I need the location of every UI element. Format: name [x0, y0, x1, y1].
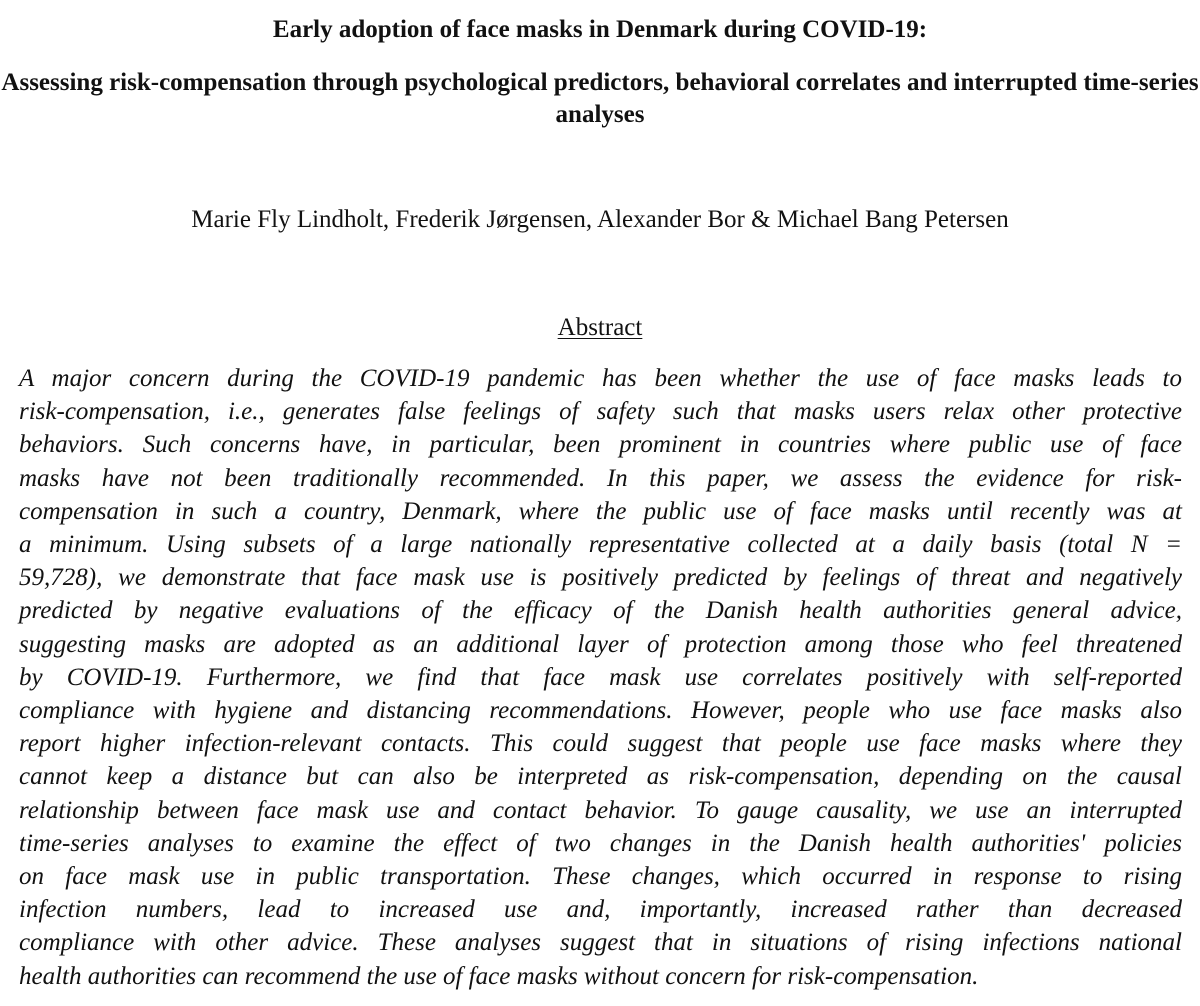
abstract-line: cannot keep a distance but can also be interpreted as risk-compensation, depending on the causal: [19, 763, 1182, 791]
author-list: Marie Fly Lindholt, Frederik Jørgensen, Alexander Bor & Michael Bang Petersen: [191, 206, 1009, 233]
abstract-line: on face mask use in public transportation. These changes, which occurred in response to rising: [19, 863, 1182, 891]
abstract-heading-text: Abstract: [557, 314, 643, 341]
abstract-line: compensation in such a country, Denmark, where the public use of face masks until recently was at: [19, 497, 1182, 525]
abstract-line: health authorities can recommend the use of face masks without concern for risk-compensation.: [19, 962, 979, 990]
abstract-line: suggesting masks are adopted as an additional layer of protection among those who feel threatened: [19, 630, 1182, 658]
paper-title-line-1: Early adoption of face masks in Denmark during COVID-19:: [272, 16, 928, 43]
abstract-line: 59,728), we demonstrate that face mask use is positively predicted by feelings of threat and negatively: [19, 564, 1182, 592]
abstract-line: time-series analyses to examine the effect of two changes in the Danish health authorities' policies: [19, 829, 1182, 857]
abstract-line: relationship between face mask use and contact behavior. To gauge causality, we use an interrupted: [19, 796, 1182, 824]
paper-subtitle: Assessing risk-compensation through psychological predictors, behavioral correlates and interrupted time-series analyses: [1, 69, 1199, 128]
abstract-line: predicted by negative evaluations of the efficacy of the Danish health authorities general advice,: [19, 597, 1182, 625]
abstract-line: risk-compensation, i.e., generates false feelings of safety such that masks users relax other protective: [19, 398, 1182, 426]
abstract-line: masks have not been traditionally recommended. In this paper, we assess the evidence for risk-: [19, 464, 1182, 492]
abstract-line: behaviors. Such concerns have, in particular, been prominent in countries where public use of face: [19, 431, 1182, 459]
abstract-heading: [0, 311, 1200, 345]
abstract-line: A major concern during the COVID-19 pandemic has been whether the use of face masks leads to: [19, 365, 1182, 392]
abstract-body: [19, 362, 1182, 993]
abstract-line: report higher infection-relevant contacts. This could suggest that people use face masks where they: [19, 730, 1182, 758]
abstract-line: by COVID-19. Furthermore, we find that face mask use correlates positively with self-reported: [19, 663, 1182, 691]
abstract-line: infection numbers, lead to increased use and, importantly, increased rather than decreased: [19, 896, 1182, 924]
abstract-line: compliance with hygiene and distancing recommendations. However, people who use face masks also: [19, 697, 1182, 725]
abstract-line: compliance with other advice. These analyses suggest that in situations of rising infections national: [19, 929, 1182, 957]
abstract-line: a minimum. Using subsets of a large nationally representative collected at a daily basis (total N =: [19, 531, 1182, 559]
